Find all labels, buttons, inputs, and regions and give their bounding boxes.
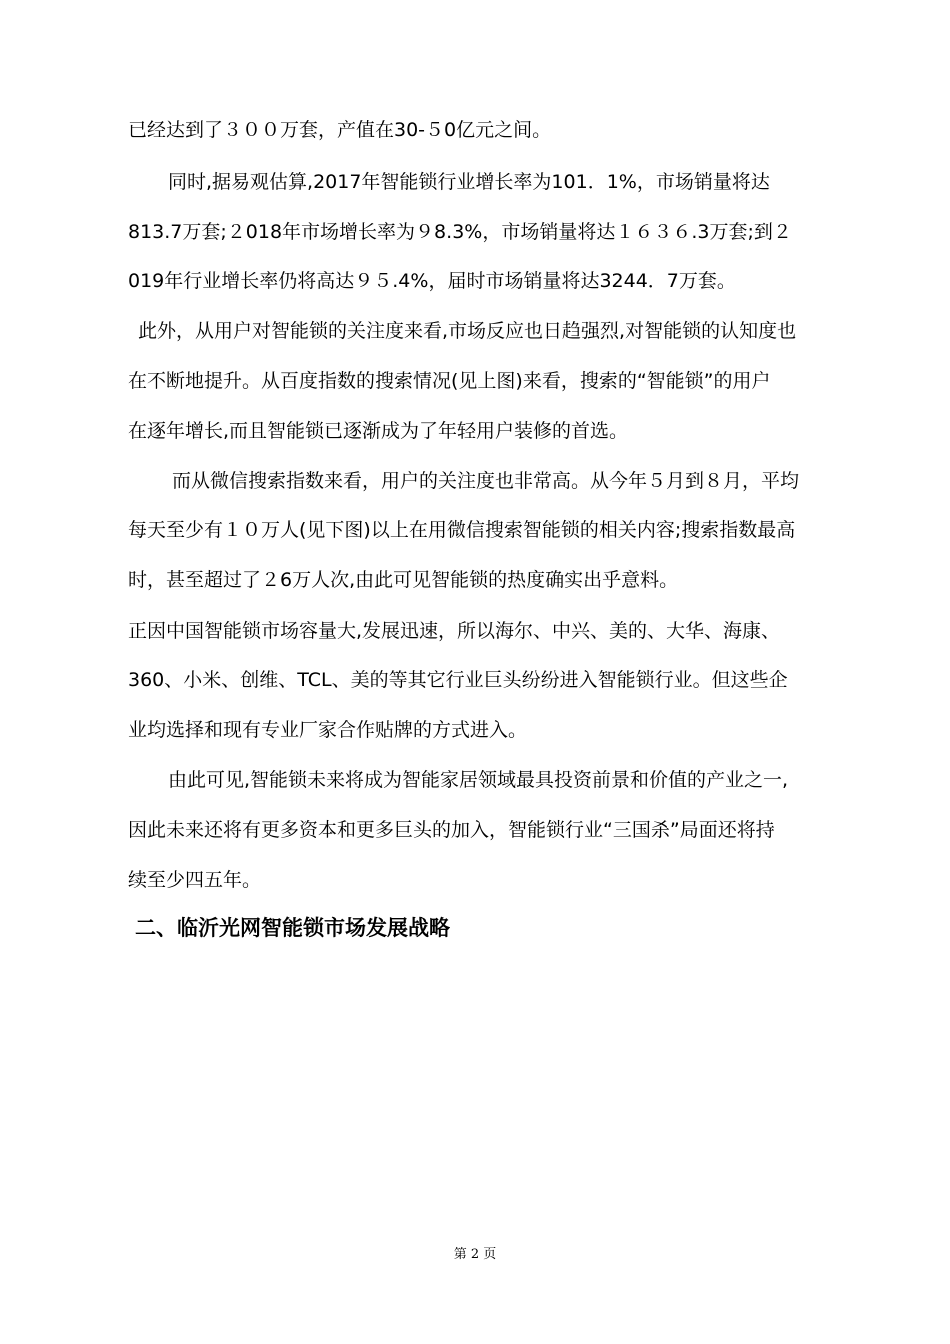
section-heading: 二、临沂光网智能锁市场发展战略 (135, 916, 450, 940)
text-line: 已经达到了３００万套，产值在30-５0亿元之间。 (128, 119, 552, 141)
text-line: 813.7万套;２018年市场增长率为９8.3%，市场销量将达１６３６.3万套;到２ (128, 221, 792, 243)
text-line: 而从微信搜索指数来看，用户的关注度也非常高。从今年５月到８月，平均 (172, 470, 800, 492)
text-line: 时，甚至超过了２6万人次,由此可见智能锁的热度确实出乎意料。 (128, 569, 679, 591)
text-line: 续至少四五年。 (128, 869, 262, 891)
text-line: 正因中国智能锁市场容量大,发展迅速，所以海尔、中兴、美的、大华、海康、 (128, 620, 781, 642)
page-number: 第 2 页 (453, 1247, 497, 1262)
text-line: 360、小米、创维、TCL、美的等其它行业巨头纷纷进入智能锁行业。但这些企 (128, 669, 788, 691)
text-line: 每天至少有１０万人(见下图)以上在用微信搜索智能锁的相关内容;搜索指数最高 (128, 519, 796, 541)
text-line: 同时,据易观估算,2017年智能锁行业增长率为101．1%，市场销量将达 (168, 171, 770, 193)
text-line: 在逐年增长,而且智能锁已逐渐成为了年轻用户装修的首选。 (128, 420, 629, 442)
text-line: 因此未来还将有更多资本和更多巨头的加入，智能锁行业“三国杀”局面还将持 (128, 819, 775, 841)
text-line: 此外，从用户对智能锁的关注度来看,市场反应也日趋强烈,对智能锁的认知度也 (138, 320, 797, 342)
text-line: 由此可见,智能锁未来将成为智能家居领域最具投资前景和价值的产业之一, (168, 769, 789, 791)
text-line: 业均选择和现有专业厂家合作贴牌的方式进入。 (128, 719, 528, 741)
text-line: 在不断地提升。从百度指数的搜索情况(见上图)来看，搜索的“智能锁”的用户 (128, 370, 771, 392)
text-line: 019年行业增长率仍将高达９５.4%，届时市场销量将达3244．7万套。 (128, 270, 736, 292)
